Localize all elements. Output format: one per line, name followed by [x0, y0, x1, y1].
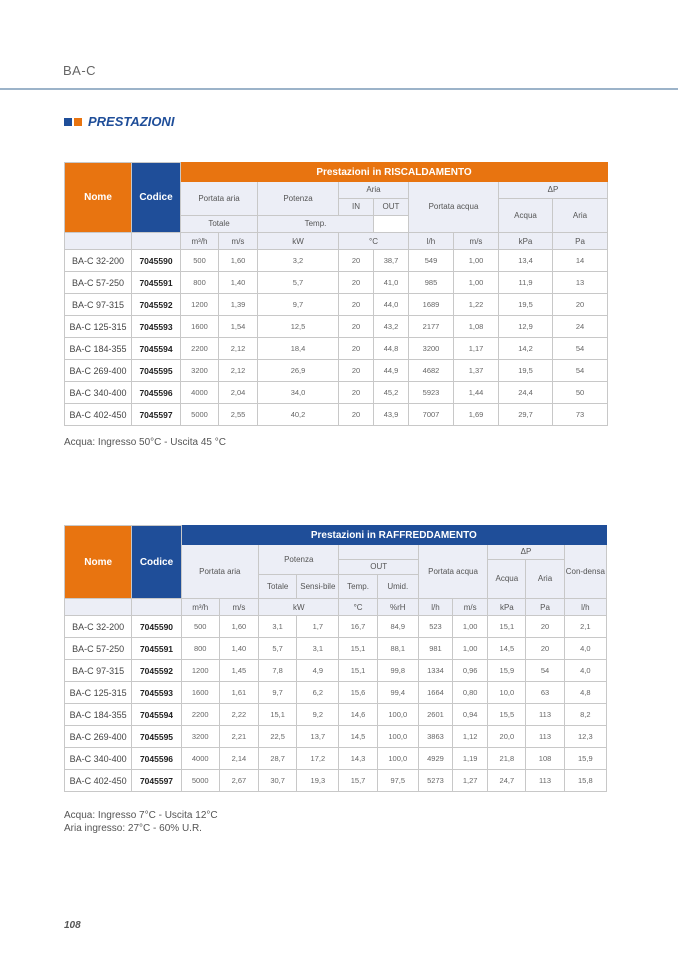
cooling-table-title: Prestazioni in RAFFREDDAMENTO: [181, 526, 606, 545]
cell-value: 40,2: [258, 404, 339, 426]
cell-value: 41,0: [374, 272, 409, 294]
cell-value: 28,7: [259, 748, 297, 770]
cell-value: 13,7: [297, 726, 339, 748]
cell-value: 6,2: [297, 682, 339, 704]
cell-value: 30,7: [259, 770, 297, 792]
cell-value: 1,69: [454, 404, 499, 426]
cell-value: 9,2: [297, 704, 339, 726]
col-header-codice: Codice: [132, 526, 181, 599]
cell-value: 5,7: [258, 272, 339, 294]
cell-value: 4000: [181, 382, 219, 404]
cell-value: 1,39: [219, 294, 258, 316]
cell-value: 20,0: [488, 726, 526, 748]
cell-value: 14: [553, 250, 608, 272]
cell-value: 5000: [181, 404, 219, 426]
cell-value: 3,2: [258, 250, 339, 272]
cell-value: 15,1: [339, 660, 377, 682]
cell-value: 44,9: [374, 360, 409, 382]
col-header-sensibile: Sensi-bile: [297, 575, 339, 599]
cell-codice: 7045595: [132, 726, 181, 748]
cell-value: 45,2: [374, 382, 409, 404]
cell-value: 549: [409, 250, 454, 272]
cell-codice: 7045596: [132, 382, 181, 404]
col-header-codice: Codice: [132, 163, 181, 233]
cell-value: 73: [553, 404, 608, 426]
col-header-portata-acqua: Portata acqua: [418, 545, 487, 599]
cell-value: 2,67: [219, 770, 258, 792]
cell-value: 21,8: [488, 748, 526, 770]
col-header-dp-aria: Aria: [526, 560, 564, 599]
cell-value: 1,44: [454, 382, 499, 404]
page-number: 108: [64, 920, 81, 931]
cell-nome: BA-C 97-315: [65, 660, 132, 682]
col-header-blank: [339, 545, 418, 560]
cell-nome: BA-C 402-450: [65, 770, 132, 792]
cell-value: 12,9: [499, 316, 553, 338]
cell-value: 11,9: [499, 272, 553, 294]
cell-value: 523: [418, 616, 452, 638]
heating-table-title: Prestazioni in RISCALDAMENTO: [181, 163, 608, 182]
cell-value: 2,1: [564, 616, 606, 638]
cell-value: 14,6: [339, 704, 377, 726]
cell-nome: BA-C 269-400: [65, 726, 132, 748]
header-model-label: BA-C: [63, 63, 97, 78]
cell-value: 2,04: [219, 382, 258, 404]
unit-empty: [132, 233, 181, 250]
cell-codice: 7045594: [132, 338, 181, 360]
cell-value: 0,80: [453, 682, 488, 704]
cell-value: 4,9: [297, 660, 339, 682]
cell-value: 44,0: [374, 294, 409, 316]
table-row: [65, 660, 607, 682]
table-row: [65, 638, 607, 660]
cell-value: 13: [553, 272, 608, 294]
cell-codice: 7045595: [132, 360, 181, 382]
cell-value: 1,45: [219, 660, 258, 682]
cell-value: 800: [181, 272, 219, 294]
cell-value: 20: [339, 250, 374, 272]
unit-cell: kPa: [488, 599, 526, 616]
cell-value: 113: [526, 704, 564, 726]
col-header-potenza: Potenza: [259, 545, 339, 575]
cell-value: 34,0: [258, 382, 339, 404]
unit-cell: m/s: [453, 599, 488, 616]
col-header-delta-p: ΔP: [488, 545, 564, 560]
cell-value: 19,5: [499, 294, 553, 316]
unit-empty: [65, 233, 132, 250]
cell-value: 97,5: [377, 770, 418, 792]
cell-value: 24,4: [499, 382, 553, 404]
cell-value: 5,7: [259, 638, 297, 660]
cell-value: 15,1: [488, 616, 526, 638]
table-row: [65, 616, 607, 638]
cell-value: 7,8: [259, 660, 297, 682]
cell-value: 3,1: [297, 638, 339, 660]
heating-performance-table: [64, 162, 608, 426]
cell-nome: BA-C 184-355: [65, 338, 132, 360]
cell-value: 19,5: [499, 360, 553, 382]
cell-codice: 7045593: [132, 682, 181, 704]
cell-value: 4,8: [564, 682, 606, 704]
col-header-dp-acqua: Acqua: [488, 560, 526, 599]
cell-value: 44,8: [374, 338, 409, 360]
unit-cell: l/h: [409, 233, 454, 250]
cell-value: 1600: [181, 316, 219, 338]
cell-value: 1,61: [219, 682, 258, 704]
section-title: [64, 114, 174, 129]
table-row: [65, 704, 607, 726]
cell-value: 100,0: [377, 704, 418, 726]
cell-codice: 7045597: [132, 404, 181, 426]
cell-value: 12,5: [258, 316, 339, 338]
cell-value: 2601: [418, 704, 452, 726]
cell-value: 1664: [418, 682, 452, 704]
col-header-condensa: Con-densa: [564, 545, 606, 599]
cell-value: 1600: [181, 682, 219, 704]
cell-value: 2,14: [219, 748, 258, 770]
cell-value: 24: [553, 316, 608, 338]
cell-value: 15,9: [564, 748, 606, 770]
cell-value: 20: [339, 360, 374, 382]
unit-cell: kW: [259, 599, 339, 616]
cell-value: 5000: [181, 770, 219, 792]
col-header-out: OUT: [339, 560, 418, 575]
table-row: [65, 770, 607, 792]
table-row: [65, 250, 608, 272]
cell-value: 26,9: [258, 360, 339, 382]
unit-cell: Pa: [553, 233, 608, 250]
cell-value: 54: [553, 360, 608, 382]
col-header-temp: Temp.: [258, 216, 374, 233]
unit-cell: m/s: [219, 233, 258, 250]
cell-value: 29,7: [499, 404, 553, 426]
cell-value: 0,96: [453, 660, 488, 682]
cell-value: 15,9: [488, 660, 526, 682]
unit-cell: kPa: [499, 233, 553, 250]
cell-value: 2200: [181, 338, 219, 360]
cell-value: 500: [181, 616, 219, 638]
cell-value: 981: [418, 638, 452, 660]
cell-value: 19,3: [297, 770, 339, 792]
cell-value: 10,0: [488, 682, 526, 704]
cell-value: 20: [339, 404, 374, 426]
col-header-portata-aria: Portata aria: [181, 545, 258, 599]
cell-value: 1,7: [297, 616, 339, 638]
cell-value: 985: [409, 272, 454, 294]
heating-note: Acqua: Ingresso 50°C - Uscita 45 °C: [64, 437, 226, 448]
cell-value: 20: [526, 616, 564, 638]
cell-codice: 7045593: [132, 316, 181, 338]
cell-codice: 7045590: [132, 616, 181, 638]
cell-value: 4929: [418, 748, 452, 770]
cell-value: 108: [526, 748, 564, 770]
cell-value: 9,7: [259, 682, 297, 704]
cell-value: 1334: [418, 660, 452, 682]
table-row: [65, 360, 608, 382]
col-header-portata-acqua: Portata acqua: [409, 182, 499, 233]
cell-nome: BA-C 57-250: [65, 638, 132, 660]
cell-value: 1,00: [453, 616, 488, 638]
cell-value: 3200: [181, 360, 219, 382]
col-header-out: OUT: [374, 199, 409, 216]
unit-cell: °C: [339, 233, 409, 250]
cell-value: 54: [526, 660, 564, 682]
cell-value: 15,8: [564, 770, 606, 792]
unit-cell: °C: [339, 599, 377, 616]
col-header-nome: Nome: [65, 163, 132, 233]
section-bullet-icon: [64, 118, 72, 126]
cell-value: 1,60: [219, 616, 258, 638]
cell-value: 63: [526, 682, 564, 704]
cell-value: 54: [553, 338, 608, 360]
cell-codice: 7045594: [132, 704, 181, 726]
cell-value: 4000: [181, 748, 219, 770]
cell-value: 1,27: [453, 770, 488, 792]
cell-value: 22,5: [259, 726, 297, 748]
cell-value: 24,7: [488, 770, 526, 792]
cell-value: 800: [181, 638, 219, 660]
unit-cell: m/s: [454, 233, 499, 250]
cell-nome: BA-C 340-400: [65, 382, 132, 404]
cell-value: 4,0: [564, 660, 606, 682]
cell-value: 1,00: [453, 638, 488, 660]
cell-nome: BA-C 340-400: [65, 748, 132, 770]
cooling-table-body: [65, 616, 607, 792]
cell-value: 113: [526, 726, 564, 748]
cell-value: 2,12: [219, 360, 258, 382]
unit-cell: kW: [258, 233, 339, 250]
table-row: [65, 338, 608, 360]
cell-value: 8,2: [564, 704, 606, 726]
cell-value: 1,40: [219, 272, 258, 294]
table-row: [65, 726, 607, 748]
unit-cell: l/h: [418, 599, 452, 616]
col-header-dp-acqua: Acqua: [499, 199, 553, 233]
cell-value: 2,22: [219, 704, 258, 726]
table-row: [65, 382, 608, 404]
cell-nome: BA-C 57-250: [65, 272, 132, 294]
cell-value: 20: [553, 294, 608, 316]
cell-value: 1,37: [454, 360, 499, 382]
cell-nome: BA-C 32-200: [65, 616, 132, 638]
cell-value: 2,21: [219, 726, 258, 748]
section-bullet-icon: [74, 118, 82, 126]
col-header-dp-aria: Aria: [553, 199, 608, 233]
cell-value: 3200: [181, 726, 219, 748]
unit-cell: m³/h: [181, 233, 219, 250]
cell-codice: 7045596: [132, 748, 181, 770]
cell-value: 4682: [409, 360, 454, 382]
cell-value: 20: [339, 272, 374, 294]
cell-value: 43,2: [374, 316, 409, 338]
unit-cell: m/s: [219, 599, 258, 616]
col-header-potenza: Potenza: [258, 182, 339, 216]
cell-codice: 7045592: [132, 660, 181, 682]
cell-nome: BA-C 269-400: [65, 360, 132, 382]
cell-value: 15,6: [339, 682, 377, 704]
cell-value: 2,55: [219, 404, 258, 426]
cell-value: 84,9: [377, 616, 418, 638]
col-header-portata-aria: Portata aria: [181, 182, 258, 216]
cell-value: 16,7: [339, 616, 377, 638]
unit-cell: %rH: [377, 599, 418, 616]
col-header-totale: Totale: [259, 575, 297, 599]
cell-value: 99,4: [377, 682, 418, 704]
table-row: [65, 404, 608, 426]
cell-value: 15,1: [259, 704, 297, 726]
cell-value: 88,1: [377, 638, 418, 660]
col-header-totale: Totale: [181, 216, 258, 233]
cell-value: 15,5: [488, 704, 526, 726]
cell-codice: 7045597: [132, 770, 181, 792]
cell-value: 100,0: [377, 748, 418, 770]
cell-value: 20: [339, 338, 374, 360]
cell-value: 1,40: [219, 638, 258, 660]
cell-value: 3,1: [259, 616, 297, 638]
unit-cell: l/h: [564, 599, 606, 616]
unit-cell: Pa: [526, 599, 564, 616]
cooling-note-air: Aria ingresso: 27°C - 60% U.R.: [64, 823, 202, 834]
heating-table-body: [65, 250, 608, 426]
cooling-performance-table: [64, 525, 607, 792]
unit-empty: [132, 599, 181, 616]
col-header-aria: Aria: [339, 182, 409, 199]
cell-value: 1,19: [453, 748, 488, 770]
cell-nome: BA-C 125-315: [65, 316, 132, 338]
cell-value: 38,7: [374, 250, 409, 272]
cell-value: 12,3: [564, 726, 606, 748]
header-divider: [0, 88, 678, 90]
col-header-nome: Nome: [65, 526, 132, 599]
cell-value: 14,2: [499, 338, 553, 360]
cell-value: 14,3: [339, 748, 377, 770]
cell-value: 14,5: [339, 726, 377, 748]
cell-value: 50: [553, 382, 608, 404]
col-header-umid: Umid.: [377, 575, 418, 599]
cell-value: 1200: [181, 294, 219, 316]
table-row: [65, 748, 607, 770]
cell-value: 1,17: [454, 338, 499, 360]
cell-nome: BA-C 97-315: [65, 294, 132, 316]
cell-value: 1,12: [453, 726, 488, 748]
cell-value: 43,9: [374, 404, 409, 426]
cell-value: 113: [526, 770, 564, 792]
cell-value: 2177: [409, 316, 454, 338]
cell-value: 9,7: [258, 294, 339, 316]
cell-nome: BA-C 125-315: [65, 682, 132, 704]
cell-value: 1,60: [219, 250, 258, 272]
cell-value: 7007: [409, 404, 454, 426]
cell-codice: 7045591: [132, 638, 181, 660]
unit-cell: m³/h: [181, 599, 219, 616]
cell-value: 1200: [181, 660, 219, 682]
cell-value: 1,54: [219, 316, 258, 338]
cell-codice: 7045592: [132, 294, 181, 316]
col-header-temp: Temp.: [339, 575, 377, 599]
cell-value: 15,7: [339, 770, 377, 792]
cell-value: 15,1: [339, 638, 377, 660]
cell-value: 2,12: [219, 338, 258, 360]
cell-value: 99,8: [377, 660, 418, 682]
cell-value: 20: [339, 294, 374, 316]
cell-value: 1,00: [454, 250, 499, 272]
cell-value: 100,0: [377, 726, 418, 748]
cell-value: 2200: [181, 704, 219, 726]
cell-value: 20: [526, 638, 564, 660]
table-row: [65, 294, 608, 316]
cell-value: 1,08: [454, 316, 499, 338]
cell-value: 3200: [409, 338, 454, 360]
cell-value: 500: [181, 250, 219, 272]
cell-codice: 7045591: [132, 272, 181, 294]
cell-nome: BA-C 184-355: [65, 704, 132, 726]
cell-value: 5923: [409, 382, 454, 404]
cell-value: 3863: [418, 726, 452, 748]
cell-value: 1,00: [454, 272, 499, 294]
cell-value: 1,22: [454, 294, 499, 316]
table-row: [65, 316, 608, 338]
section-title-text: PRESTAZIONI: [88, 114, 175, 129]
cell-nome: BA-C 402-450: [65, 404, 132, 426]
cell-value: 20: [339, 382, 374, 404]
cell-value: 17,2: [297, 748, 339, 770]
cell-value: 4,0: [564, 638, 606, 660]
cell-value: 5273: [418, 770, 452, 792]
table-row: [65, 682, 607, 704]
cell-codice: 7045590: [132, 250, 181, 272]
cell-value: 20: [339, 316, 374, 338]
cell-nome: BA-C 32-200: [65, 250, 132, 272]
cell-value: 14,5: [488, 638, 526, 660]
cell-value: 18,4: [258, 338, 339, 360]
col-header-delta-p: ΔP: [499, 182, 608, 199]
cell-value: 1689: [409, 294, 454, 316]
unit-empty: [65, 599, 132, 616]
col-header-in: IN: [339, 199, 374, 216]
table-row: [65, 272, 608, 294]
cooling-note-water: Acqua: Ingresso 7°C - Uscita 12°C: [64, 810, 218, 821]
cell-value: 13,4: [499, 250, 553, 272]
cell-value: 0,94: [453, 704, 488, 726]
